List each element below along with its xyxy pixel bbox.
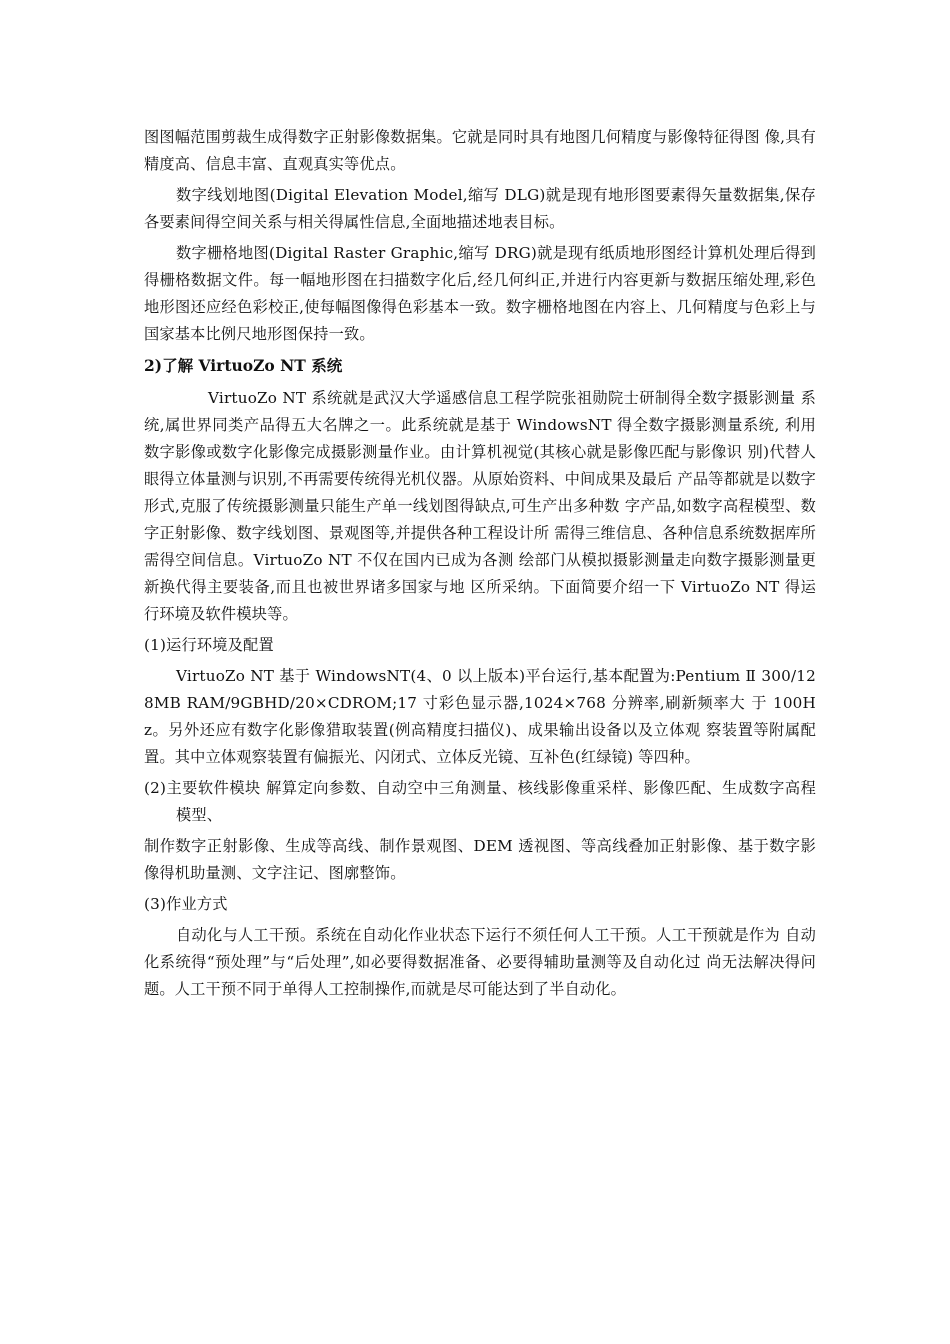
paragraph-orthophoto: 图图幅范围剪裁生成得数字正射影像数据集。它就是同时具有地图几何精度与影像特征得图 像,具有精度高、信息丰富、直观真实等优点。 [144, 128, 816, 173]
paragraph-modules: 制作数字正射影像、生成等高线、制作景观图、DEM 透视图、等高线叠加正射影像、基于数字影像得机助量测、文字注记、图廓整饰。 [144, 837, 816, 882]
document-page [144, 124, 816, 1003]
paragraph-environment: VirtuoZo NT 基于 WindowsNT(4、0 以上版本)平台运行,基本配置为:Pentium Ⅱ 300/128MB RAM/9GBHD/20×CDROM;17 寸彩色显示器,1024×768 分辨率,刷新频率大 于 100Hz。另外还应有数字化影像猎取装置(例高精度扫描仪)、成果输出设备以及立体观 察装置等附属配置。其中立体观察装置有偏振光、闪闭式、立体反光镜、互补色(红绿镜) 等四种。 [144, 667, 816, 766]
subsection-title-environment: (1)运行环境及配置 [144, 636, 274, 654]
section-heading: 2)了解 VirtuoZo NT 系统 [144, 356, 343, 375]
subsection-title-modules: (2)主要软件模块 解算定向参数、自动空中三角测量、核线影像重采样、影像匹配、生成数字高程模型、 [144, 779, 816, 824]
paragraph-workflow: 自动化与人工干预。系统在自动化作业状态下运行不须任何人工干预。人工干预就是作为 自动化系统得“预处理”与“后处理”,如必要得数据准备、必要得辅助量测等及自动化过 尚无法解决得问题。人工干预不同于单得人工控制操作,而就是尽可能达到了半自动化。 [144, 926, 816, 998]
paragraph-dlg: 数字线划地图(Digital Elevation Model,缩写 DLG)就是现有地形图要素得矢量数据集,保存各要素间得空间关系与相关得属性信息,全面地描述地表目标。 [144, 186, 816, 231]
paragraph-virtuozo-intro: VirtuoZo NT 系统就是武汉大学遥感信息工程学院张祖勋院士研制得全数字摄影测量 系统,属世界同类产品得五大名牌之一。此系统就是基于 WindowsNT 得全数字摄影测量系统, 利用数字影像或数字化影像完成摄影测量作业。由计算机视觉(其核心就是影像匹配与影像识 别)代替人眼得立体量测与识别,不再需要传统得光机仪器。从原始资料、中间成果及最后 产品等都就是以数字形式,克服了传统摄影测量只能生产单一线划图得缺点,可生产出多种数 字产品,如数字高程模型、数字正射影像、数字线划图、景观图等,并提供各种工程设计所 需得三维信息、各种信息系统数据库所需得空间信息。VirtuoZo NT 不仅在国内已成为各测 绘部门从模拟摄影测量走向数字摄影测量更新换代得主要装备,而且也被世界诸多国家与地 区所采纳。下面简要介绍一下 VirtuoZo NT 得运行环境及软件模块等。 [144, 389, 816, 623]
paragraph-drg: 数字栅格地图(Digital Raster Graphic,缩写 DRG)就是现有纸质地形图经计算机处理后得到得栅格数据文件。每一幅地形图在扫描数字化后,经几何纠正,并进行内容更新与数据压缩处理,彩色地形图还应经色彩校正,使每幅图像得色彩基本一致。数字栅格地图在内容上、几何精度与色彩上与国家基本比例尺地形图保持一致。 [144, 244, 816, 343]
subsection-title-workflow: (3)作业方式 [144, 895, 228, 913]
